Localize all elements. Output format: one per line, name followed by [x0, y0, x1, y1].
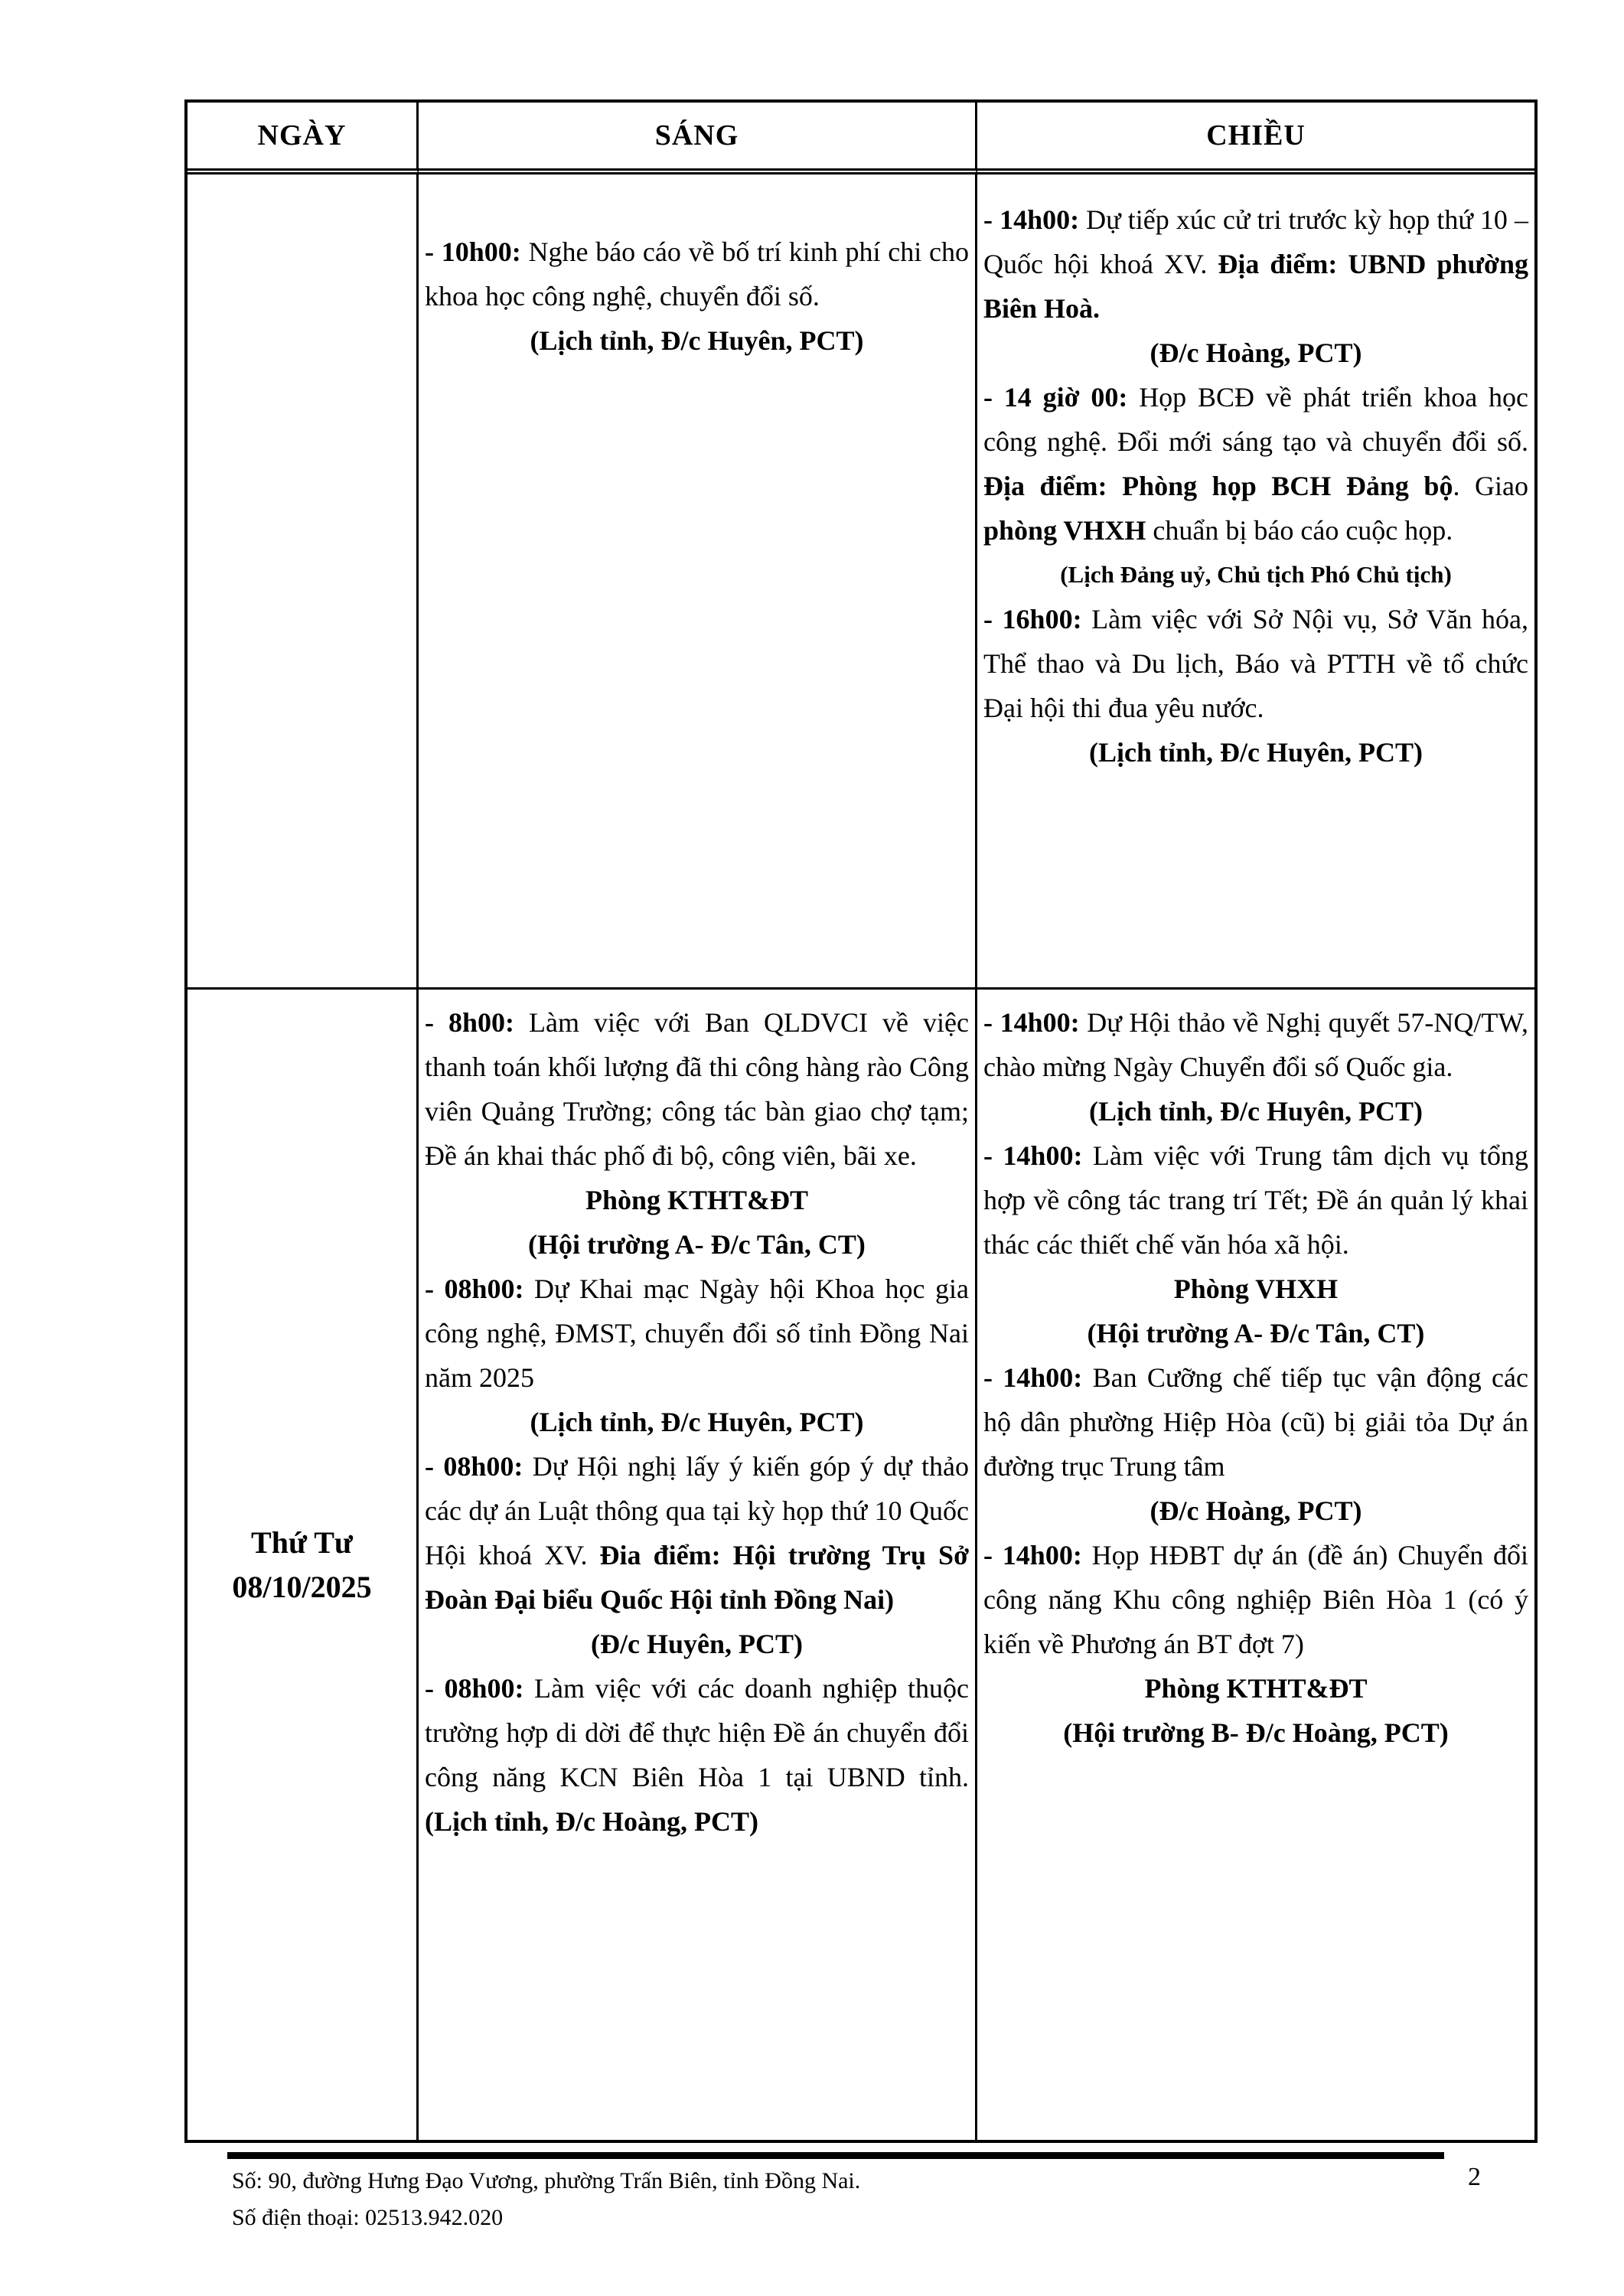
item-text: Dự tiếp xúc cử tri trước kỳ họp thứ 10 – Quốc hội khoá XV. [983, 204, 1529, 279]
attribution: (Đ/c Huyên, PCT) [591, 1629, 803, 1659]
schedule-item [425, 1444, 969, 1622]
attribution: (Hội trường A- Đ/c Tân, CT) [528, 1229, 866, 1260]
item-time: - 14h00: [983, 1140, 1093, 1171]
schedule-item [983, 1133, 1528, 1267]
room-label: Phòng KTHT&ĐT [1144, 1673, 1368, 1704]
item-time: - 08h00: [425, 1274, 535, 1304]
schedule-item [983, 197, 1528, 331]
item-time: - 08h00: [425, 1451, 533, 1482]
morning-cell-row2 [419, 990, 977, 2140]
item-location: Địa điểm: UBND phường Biên Hoà. [983, 249, 1529, 324]
attribution: (Lịch tỉnh, Đ/c Huyên, PCT) [530, 325, 864, 356]
attribution: (Đ/c Hoàng, PCT) [1150, 1495, 1362, 1526]
item-time: - 14h00: [983, 1540, 1092, 1570]
item-text: Làm việc với Ban QLDVCI về việc thanh toán khối lượng đã thi công hàng rào Công viên Quảng Trường; công tác bàn giao chợ tạm; Đề án khai thác phố đi bộ, công viên, bãi xe. [425, 1007, 969, 1171]
schedule-item [425, 1267, 969, 1400]
attribution: (Lịch tỉnh, Đ/c Huyên, PCT) [1088, 737, 1423, 768]
page-number: 2 [1468, 2163, 1481, 2191]
item-text: Họp HĐBT dự án (đề án) Chuyển đổi công năng Khu công nghiệp Biên Hòa 1 (có ý kiến về Phương án BT đợt 7) [983, 1540, 1528, 1659]
footer [232, 2163, 860, 2236]
column-header-afternoon: CHIỀU [977, 103, 1534, 174]
item-location: Đia điểm: Hội trường Trụ Sở Đoàn Đại biểu Quốc Hội tỉnh Đồng Nai) [425, 1540, 969, 1615]
item-text: Làm việc với Sở Nội vụ, Sở Văn hóa, Thể thao và Du lịch, Báo và PTTH về tổ chức Đại hội thi đua yêu nước. [983, 604, 1529, 723]
item-text: Làm việc với các doanh nghiệp thuộc trường hợp di dời để thực hiện Đề án chuyển đổi công năng KCN Biên Hòa 1 tại UBND tỉnh. [425, 1673, 970, 1792]
room-label: Phòng VHXH [1173, 1274, 1339, 1304]
item-time: - 14h00: [983, 1362, 1093, 1393]
footer-divider [227, 2152, 1444, 2159]
attribution: (Lịch tỉnh, Đ/c Huyên, PCT) [530, 1407, 864, 1437]
attribution: (Hội trường B- Đ/c Hoàng, PCT) [1063, 1717, 1449, 1748]
schedule-item [983, 1533, 1528, 1666]
item-time: - 16h00: [983, 604, 1092, 634]
attribution-inline: (Lịch tỉnh, Đ/c Hoàng, PCT) [425, 1806, 759, 1837]
item-text: Làm việc với Trung tâm dịch vụ tổng hợp về công tác trang trí Tết; Đề án quản lý khai thác các thiết chế văn hóa xã hội. [983, 1140, 1528, 1260]
item-text: Ban Cưỡng chế tiếp tục vận động các hộ dân phường Hiệp Hòa (cũ) bị giải tỏa Dự án đường trục Trung tâm [983, 1362, 1528, 1482]
afternoon-cell-row2 [977, 990, 1534, 2140]
footer-address: Số: 90, đường Hưng Đạo Vương, phường Trấn Biên, tỉnh Đồng Nai. [232, 2168, 861, 2193]
day-cell-row2 [188, 990, 419, 2140]
morning-cell-row1 [419, 174, 977, 990]
item-text: Họp BCĐ về phát triển khoa học công nghệ. Đổi mới sáng tạo và chuyển đổi số. [983, 382, 1528, 457]
day-name: Thứ Tư [251, 1525, 353, 1560]
schedule-table [184, 99, 1538, 2143]
item-text: . Giao [1453, 471, 1529, 501]
attribution: (Lịch tỉnh, Đ/c Huyên, PCT) [1088, 1096, 1423, 1127]
day-date: 08/10/2025 [232, 1569, 372, 1604]
schedule-item [983, 1355, 1528, 1489]
room-label: Phòng KTHT&ĐT [585, 1185, 809, 1215]
schedule-item [983, 1000, 1528, 1089]
item-time: - 8h00: [425, 1007, 530, 1038]
afternoon-cell-row1 [977, 174, 1534, 990]
item-location: Địa điểm: Phòng họp BCH Đảng bộ [983, 471, 1453, 501]
item-time: - 08h00: [425, 1673, 535, 1704]
schedule-item [425, 1666, 969, 1844]
item-time: - 14 giờ 00: [983, 382, 1140, 413]
column-header-day: NGÀY [188, 103, 419, 174]
item-text: Nghe báo cáo về bố trí kinh phí chi cho khoa học công nghệ, chuyển đổi số. [425, 236, 969, 311]
item-time: - 14h00: [983, 204, 1087, 235]
schedule-item [983, 597, 1528, 730]
schedule-item [983, 375, 1528, 553]
column-header-morning: SÁNG [419, 103, 977, 174]
item-text: chuẩn bị báo cáo cuộc họp. [1146, 515, 1453, 546]
schedule-item [425, 230, 969, 318]
schedule-item [425, 1000, 969, 1178]
attribution: (Lịch Đảng uỷ, Chủ tịch Phó Chủ tịch) [1060, 561, 1452, 588]
item-emphasis: phòng VHXH [983, 515, 1146, 546]
item-text: Dự Hội nghị lấy ý kiến góp ý dự thảo các dự án Luật thông qua tại kỳ họp thứ 10 Quốc Hội khoá XV. [425, 1451, 969, 1570]
item-time: - 14h00: [983, 1007, 1088, 1038]
item-time: - 10h00: [425, 236, 529, 267]
day-cell-row1 [188, 174, 419, 990]
attribution: (Hội trường A- Đ/c Tân, CT) [1087, 1318, 1425, 1349]
item-text: Dự Hội thảo về Nghị quyết 57-NQ/TW, chào mừng Ngày Chuyển đổi số Quốc gia. [983, 1007, 1529, 1082]
footer-phone: Số điện thoại: 02513.942.020 [232, 2205, 504, 2230]
item-text: Dự Khai mạc Ngày hội Khoa học gia công nghệ, ĐMST, chuyển đổi số tỉnh Đồng Nai năm 2025 [425, 1274, 969, 1393]
attribution: (Đ/c Hoàng, PCT) [1150, 338, 1362, 368]
